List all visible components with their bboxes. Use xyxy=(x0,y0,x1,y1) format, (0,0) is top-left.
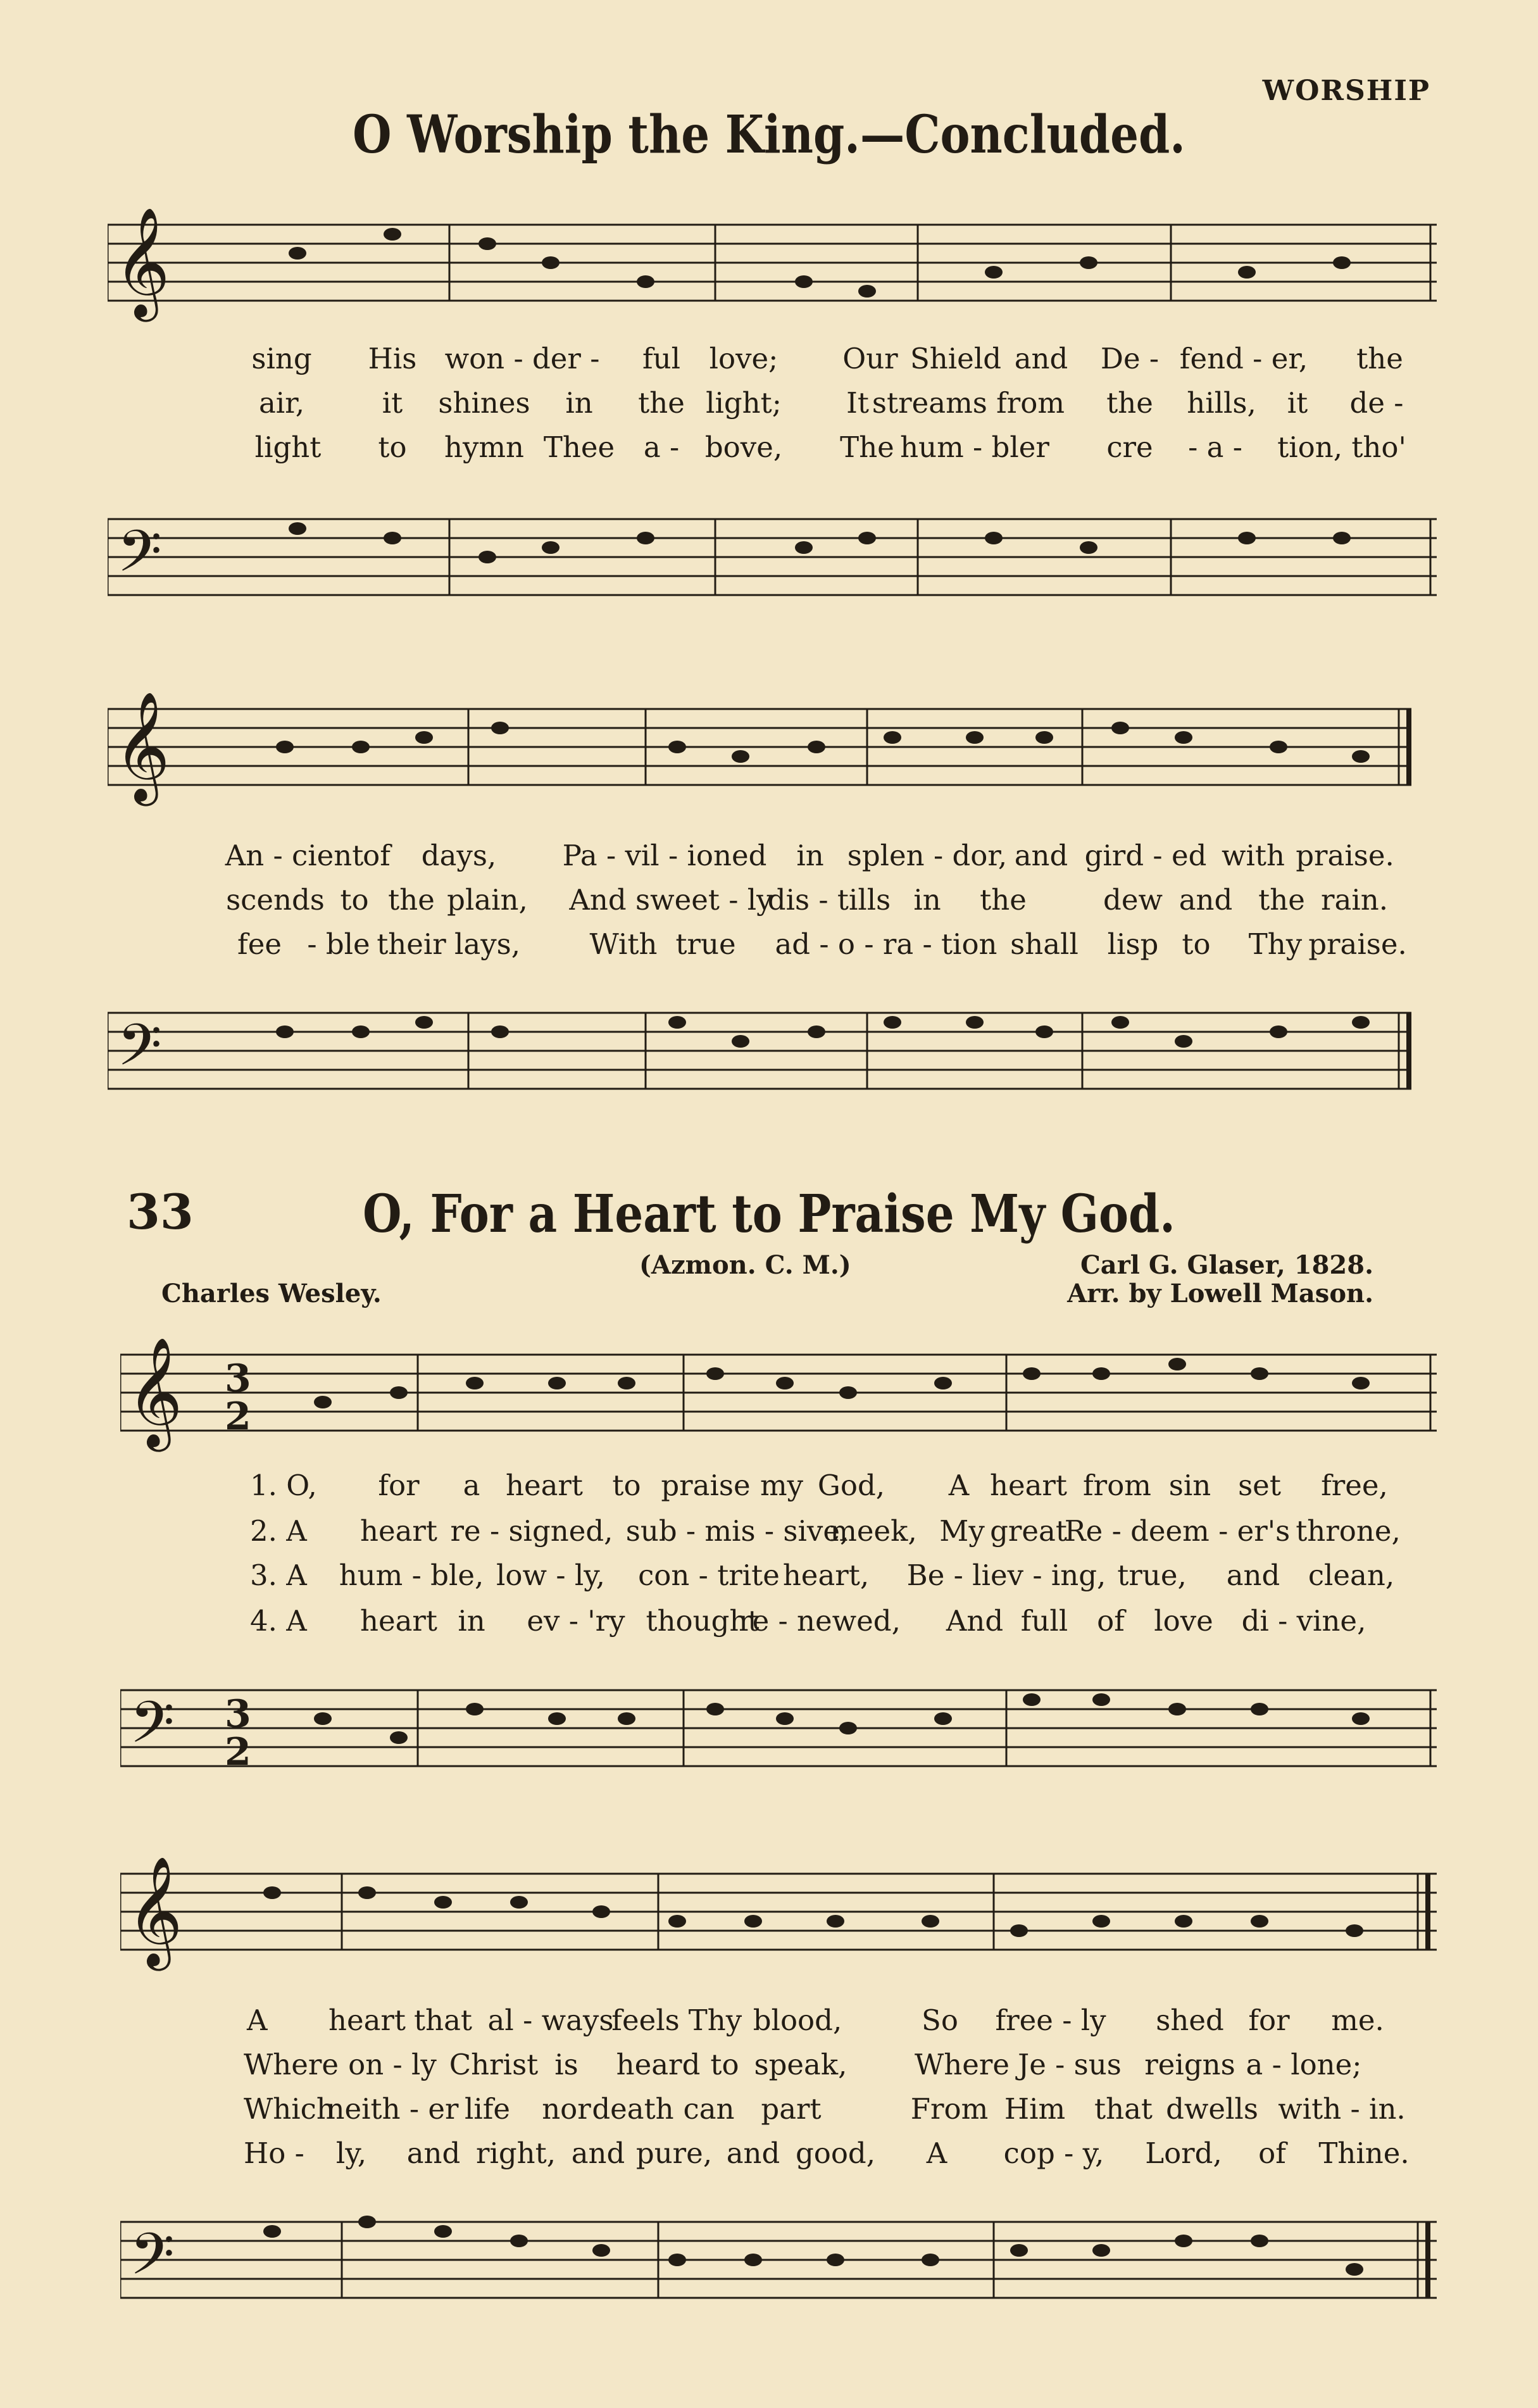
lyric-syllable: part xyxy=(761,2092,822,2126)
tune-name: (Azmon. C. M.) xyxy=(639,1250,851,1280)
lyric-syllable: Thee xyxy=(543,430,615,464)
lyric-syllable: - a - xyxy=(1188,430,1242,464)
lyric-syllable: 3. A xyxy=(250,1558,307,1592)
lyric-syllable: a xyxy=(463,1469,480,1502)
lyric-syllable: it xyxy=(1287,386,1308,420)
lyric-syllable: and xyxy=(1226,1558,1280,1592)
lyric-syllable: light; xyxy=(706,386,782,420)
lyric-syllable: life xyxy=(464,2092,511,2126)
lyric-syllable: ad - o - ra - tion xyxy=(775,927,997,961)
lyric-syllable: gird - ed xyxy=(1084,839,1207,872)
lyrics-a1-verse1 xyxy=(0,342,1538,380)
lyric-syllable: nor xyxy=(542,2092,591,2126)
lyric-syllable: So xyxy=(922,2004,958,2037)
lyric-syllable: fend - er, xyxy=(1179,342,1308,375)
lyric-syllable: It xyxy=(846,386,869,420)
lyric-syllable: ev - 'ry xyxy=(527,1604,625,1638)
svg-text:𝄞: 𝄞 xyxy=(127,1856,183,1966)
lyric-syllable: hymn xyxy=(444,430,525,464)
lyric-syllable: Re - deem - er's xyxy=(1064,1514,1291,1548)
lyrics-a2-verse1 xyxy=(0,839,1538,877)
lyrics-a2-verse3 xyxy=(0,927,1538,965)
lyric-syllable: heart, xyxy=(782,1558,870,1592)
lyric-syllable: that xyxy=(1094,2092,1153,2126)
lyric-syllable: to xyxy=(340,883,369,917)
section-header: WORSHIP xyxy=(1262,75,1430,107)
lyrics-a1-verse2 xyxy=(0,386,1538,424)
lyric-syllable: to xyxy=(1182,927,1211,961)
lyric-syllable: From xyxy=(910,2092,989,2126)
lyric-syllable: thought xyxy=(646,1604,760,1638)
lyric-syllable: An - cient xyxy=(225,839,364,872)
lyric-syllable: to xyxy=(710,2048,739,2081)
lyric-syllable: Him xyxy=(1004,2092,1066,2126)
lyric-syllable: with - in. xyxy=(1278,2092,1406,2126)
lyric-syllable: speak, xyxy=(754,2048,847,2081)
lyric-syllable: praise xyxy=(661,1469,751,1502)
lyric-syllable: A xyxy=(926,2136,947,2170)
lyric-syllable: rain. xyxy=(1320,883,1389,917)
lyric-syllable: Lord, xyxy=(1145,2136,1222,2170)
svg-text:3: 3 xyxy=(225,1692,251,1736)
lyric-syllable: and xyxy=(1014,839,1068,872)
author-credit: Charles Wesley. xyxy=(161,1279,382,1308)
lyric-syllable: of xyxy=(1258,2136,1286,2170)
lyric-syllable: His xyxy=(368,342,417,375)
lyric-syllable: light xyxy=(254,430,322,464)
lyric-syllable: A xyxy=(247,2004,268,2037)
lyric-syllable: lays, xyxy=(454,927,521,961)
lyric-syllable: to xyxy=(378,430,407,464)
bass-staff-a1 xyxy=(108,481,1437,614)
svg-text:𝄢: 𝄢 xyxy=(130,1689,175,1770)
lyrics-b1-verse1 xyxy=(0,1469,1538,1507)
lyric-syllable: con - trite xyxy=(638,1558,780,1592)
lyric-syllable: my xyxy=(760,1469,804,1502)
lyrics-a2-verse2 xyxy=(0,883,1538,921)
lyric-syllable: Pa - vil - ioned xyxy=(562,839,767,872)
lyric-syllable: Christ xyxy=(449,2048,539,2081)
svg-text:3: 3 xyxy=(225,1357,251,1401)
lyric-syllable: in xyxy=(913,883,941,917)
lyric-syllable: and xyxy=(571,2136,625,2170)
lyric-syllable: Je - sus xyxy=(1018,2048,1122,2081)
lyric-syllable: for xyxy=(1248,2004,1290,2037)
lyric-syllable: cre xyxy=(1106,430,1153,464)
svg-text:𝄞: 𝄞 xyxy=(127,1337,183,1447)
lyric-syllable: that xyxy=(414,2004,472,2037)
lyric-syllable: a - lone; xyxy=(1246,2048,1362,2081)
svg-text:2: 2 xyxy=(225,1395,251,1439)
lyric-syllable: de - xyxy=(1349,386,1404,420)
lyric-syllable: for xyxy=(378,1469,420,1502)
lyric-syllable: bove, xyxy=(704,430,783,464)
lyric-syllable: 4. A xyxy=(250,1604,307,1638)
lyric-syllable: And sweet - ly xyxy=(569,883,773,917)
lyrics-b1-verse4 xyxy=(0,1604,1538,1642)
lyric-syllable: dew xyxy=(1103,883,1163,917)
lyric-syllable: Where xyxy=(914,2048,1010,2081)
lyrics-b2-verse2 xyxy=(0,2048,1538,2086)
lyric-syllable: the xyxy=(388,883,435,917)
lyric-syllable: heart xyxy=(328,2004,406,2037)
lyric-syllable: - ble xyxy=(307,927,370,961)
lyric-syllable: pure, xyxy=(635,2136,713,2170)
lyric-syllable: re - signed, xyxy=(450,1514,613,1548)
lyric-syllable: sin xyxy=(1168,1469,1211,1502)
lyric-syllable: from xyxy=(1083,1469,1151,1502)
lyric-syllable: tion, tho' xyxy=(1277,430,1406,464)
lyric-syllable: can xyxy=(683,2092,735,2126)
lyric-syllable: their xyxy=(377,927,446,961)
lyric-syllable: re - newed, xyxy=(739,1604,901,1638)
lyric-syllable: The xyxy=(840,430,894,464)
lyric-syllable: true xyxy=(675,927,736,961)
svg-text:𝄢: 𝄢 xyxy=(130,2221,175,2302)
lyric-syllable: to xyxy=(612,1469,641,1502)
lyric-syllable: death xyxy=(592,2092,674,2126)
lyrics-b2-verse3 xyxy=(0,2092,1538,2130)
hymn-number: 33 xyxy=(127,1184,194,1240)
lyric-syllable: di - vine, xyxy=(1241,1604,1366,1638)
lyric-syllable: fee xyxy=(237,927,282,961)
lyric-syllable: won - der - xyxy=(444,342,600,375)
lyric-syllable: the xyxy=(1106,386,1153,420)
lyric-syllable: with xyxy=(1222,839,1285,872)
lyric-syllable: the xyxy=(1258,883,1305,917)
lyric-syllable: heart xyxy=(505,1469,584,1502)
lyric-syllable: throne, xyxy=(1296,1514,1401,1548)
lyric-syllable: sing xyxy=(251,342,312,375)
lyrics-a1-verse3 xyxy=(0,430,1538,468)
lyric-syllable: is xyxy=(554,2048,578,2081)
lyric-syllable: and xyxy=(1014,342,1068,375)
lyric-syllable: and xyxy=(726,2136,780,2170)
lyric-syllable: A xyxy=(948,1469,970,1502)
lyric-syllable: full xyxy=(1020,1604,1068,1638)
lyric-syllable: the xyxy=(1356,342,1403,375)
lyric-syllable: low - ly, xyxy=(496,1558,605,1592)
lyric-syllable: And xyxy=(946,1604,1004,1638)
lyric-syllable: right, xyxy=(475,2136,556,2170)
treble-staff-a1 xyxy=(108,199,1437,332)
lyric-syllable: set xyxy=(1238,1469,1281,1502)
lyric-syllable: in xyxy=(458,1604,485,1638)
lyrics-b1-verse2 xyxy=(0,1514,1538,1552)
lyric-syllable: Thine. xyxy=(1318,2136,1410,2170)
lyric-syllable: Thy xyxy=(1248,927,1303,961)
lyric-syllable: sub - mis - sive, xyxy=(625,1514,849,1548)
svg-text:𝄞: 𝄞 xyxy=(114,691,170,801)
lyric-syllable: Which xyxy=(244,2092,335,2126)
svg-text:𝄢: 𝄢 xyxy=(117,1012,162,1093)
lyric-syllable: hum - ble, xyxy=(339,1558,484,1592)
lyric-syllable: Where xyxy=(244,2048,339,2081)
lyric-syllable: free, xyxy=(1321,1469,1388,1502)
lyric-syllable: of xyxy=(1097,1604,1125,1638)
svg-text:2: 2 xyxy=(225,1730,251,1774)
treble-staff-a2 xyxy=(108,684,1437,817)
lyric-syllable: good, xyxy=(795,2136,876,2170)
lyric-syllable: days, xyxy=(421,839,497,872)
lyric-syllable: and xyxy=(406,2136,461,2170)
lyric-syllable: the xyxy=(638,386,685,420)
lyrics-b1-verse3 xyxy=(0,1558,1538,1596)
lyric-syllable: Be - liev - ing, xyxy=(906,1558,1106,1592)
lyrics-b2-verse4 xyxy=(0,2136,1538,2174)
arranger-credit: Arr. by Lowell Mason. xyxy=(1067,1279,1373,1308)
lyric-syllable: meek, xyxy=(830,1514,917,1548)
bass-staff-a2 xyxy=(108,975,1437,1108)
lyric-syllable: Shield xyxy=(910,342,1002,375)
lyric-syllable: scends xyxy=(226,883,325,917)
lyric-syllable: Thy xyxy=(688,2004,742,2037)
lyric-syllable: cop - y, xyxy=(1003,2136,1104,2170)
lyric-syllable: My xyxy=(939,1514,985,1548)
lyric-syllable: splen - dor, xyxy=(847,839,1008,872)
lyric-syllable: reigns xyxy=(1144,2048,1235,2081)
lyric-syllable: free - ly xyxy=(995,2004,1106,2037)
lyric-syllable: heart xyxy=(989,1469,1068,1502)
lyric-syllable: praise. xyxy=(1296,839,1394,872)
lyric-syllable: lisp xyxy=(1107,927,1159,961)
lyric-syllable: Ho - xyxy=(244,2136,304,2170)
lyric-syllable: praise. xyxy=(1308,927,1407,961)
lyric-syllable: it xyxy=(382,386,403,420)
lyric-syllable: heart xyxy=(359,1604,438,1638)
lyric-syllable: love xyxy=(1154,1604,1213,1638)
lyric-syllable: and xyxy=(1179,883,1233,917)
lyric-syllable: a - xyxy=(643,430,680,464)
lyric-syllable: ly, xyxy=(335,2136,367,2170)
lyric-syllable: hum - bler xyxy=(900,430,1049,464)
lyrics-b2-verse1 xyxy=(0,2004,1538,2041)
lyric-syllable: shed xyxy=(1156,2004,1224,2037)
treble-staff-b2 xyxy=(120,1836,1437,1981)
bass-staff-b1 xyxy=(120,1646,1437,1791)
lyric-syllable: 2. A xyxy=(250,1514,307,1548)
lyric-syllable: With xyxy=(589,927,658,961)
lyric-syllable: heart xyxy=(359,1514,438,1548)
lyric-syllable: al - ways xyxy=(487,2004,614,2037)
lyric-syllable: hills, xyxy=(1187,386,1256,420)
lyric-syllable: blood, xyxy=(753,2004,842,2037)
lyric-syllable: dwells xyxy=(1166,2092,1258,2126)
lyric-syllable: plain, xyxy=(447,883,528,917)
lyric-syllable: the xyxy=(980,883,1027,917)
lyric-syllable: heard xyxy=(616,2048,701,2081)
lyric-syllable: 1. O, xyxy=(250,1469,317,1502)
lyric-syllable: me. xyxy=(1331,2004,1384,2037)
lyric-syllable: streams from xyxy=(872,386,1065,420)
composer-credit: Carl G. Glaser, 1828. xyxy=(1080,1250,1373,1280)
lyric-syllable: shines xyxy=(438,386,530,420)
lyric-syllable: true, xyxy=(1117,1558,1187,1592)
hymn-title: O, For a Heart to Praise My God. xyxy=(363,1184,1175,1245)
lyric-syllable: De - xyxy=(1100,342,1160,375)
lyric-syllable: dis - tills xyxy=(767,883,891,917)
lyric-syllable: great xyxy=(990,1514,1067,1548)
lyric-syllable: of xyxy=(363,839,391,872)
lyric-syllable: feels xyxy=(611,2004,680,2037)
lyric-syllable: in xyxy=(796,839,824,872)
svg-text:𝄞: 𝄞 xyxy=(114,207,170,317)
lyric-syllable: air, xyxy=(258,386,305,420)
lyric-syllable: clean, xyxy=(1308,1558,1395,1592)
bass-staff-b2 xyxy=(120,2178,1437,2323)
lyric-syllable: on - ly xyxy=(348,2048,437,2081)
lyric-syllable: in xyxy=(565,386,593,420)
lyric-syllable: Our xyxy=(842,342,898,375)
lyric-syllable: ful xyxy=(642,342,681,375)
svg-text:𝄢: 𝄢 xyxy=(117,518,162,599)
hymn-title-concluded: O Worship the King.—Concluded. xyxy=(353,104,1185,165)
lyric-syllable: love; xyxy=(709,342,778,375)
lyric-syllable: shall xyxy=(1010,927,1078,961)
lyric-syllable: neith - er xyxy=(326,2092,459,2126)
lyric-syllable: God, xyxy=(817,1469,885,1502)
treble-staff-b1 xyxy=(120,1317,1437,1462)
